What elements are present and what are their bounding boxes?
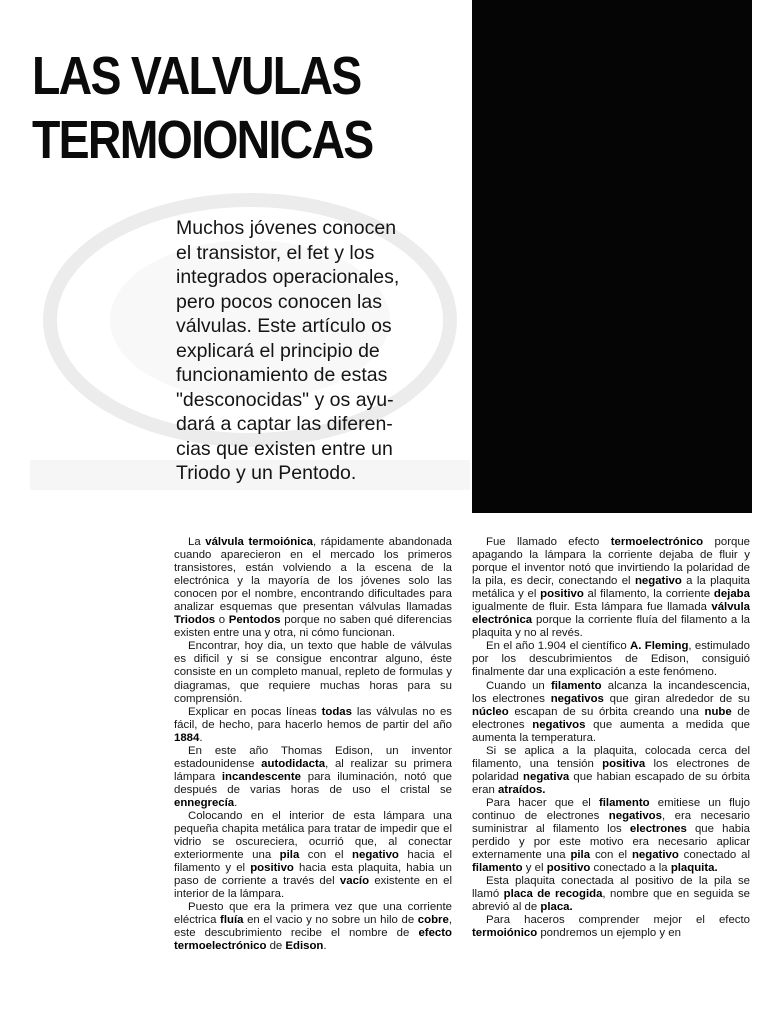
text-run: Puesto que era la primera vez que una corriente eléctrica bbox=[174, 901, 452, 927]
bold-term: Triodos bbox=[174, 614, 216, 627]
text-run: Fue llamado efecto bbox=[486, 536, 611, 548]
bold-term: negativos bbox=[550, 692, 604, 705]
title-line-2: TERMOIONICAS bbox=[32, 110, 373, 170]
text-run: al filamento, la corriente bbox=[583, 588, 714, 601]
body-paragraph bbox=[472, 745, 750, 797]
text-run: hacia esta plaquita, habia un paso de corriente a través del bbox=[174, 862, 452, 888]
text-run: porque no saben qué diferencias existen entre una y otra, ni cómo funcionan. bbox=[174, 614, 452, 640]
bold-term: efecto termoelectrónico bbox=[174, 927, 452, 953]
text-run: o bbox=[215, 614, 229, 627]
bold-term: placa. bbox=[540, 901, 573, 914]
body-paragraph bbox=[174, 640, 452, 705]
text-run: pondremos un ejemplo y en bbox=[537, 927, 681, 940]
lead-line: Muchos jóvenes conocen bbox=[176, 217, 397, 239]
body-paragraph bbox=[174, 810, 452, 901]
text-run: para iluminación, notó que después de varias horas de uso el cristal se bbox=[174, 770, 452, 796]
lead-line: funcionamiento de estas bbox=[176, 364, 388, 386]
text-run: porque la corriente fluía del filamento a la plaquita y no al revés. bbox=[472, 614, 750, 640]
bold-term: filamento bbox=[472, 862, 523, 875]
bold-term: dejaba bbox=[713, 588, 750, 601]
bold-term: Pentodos bbox=[228, 614, 281, 627]
body-paragraph bbox=[174, 706, 452, 745]
text-run: En este año Thomas Edison, un inventor estadounidense bbox=[174, 744, 452, 770]
bold-term: negativos bbox=[532, 718, 586, 731]
text-run: que habian escapado de su órbita eran bbox=[472, 770, 751, 796]
bold-term: positivo bbox=[250, 862, 294, 875]
bold-term: todas bbox=[321, 705, 352, 718]
bold-term: negativo bbox=[352, 849, 399, 862]
text-run: Colocando en el interior de esta lámpara una pequeña chapita metálica para tratar de impedir que el vidrio se oscureciera, ocurrió que, al conectar exteriormente una bbox=[174, 809, 452, 862]
lead-line: el transistor, el fet y los bbox=[176, 241, 375, 264]
lead-line: integrados operacionales, bbox=[176, 266, 400, 288]
text-run: , era necesario suministrar al filamento los bbox=[472, 809, 750, 836]
photo-block bbox=[472, 0, 752, 513]
text-run: con el bbox=[299, 849, 353, 862]
bold-term: termoiónico bbox=[472, 927, 538, 940]
text-run: conectado al bbox=[678, 849, 750, 862]
bold-term: placa de recogida bbox=[503, 888, 603, 901]
lead-line: "desconocidas" y os ayu- bbox=[176, 388, 394, 411]
lead-line: pero pocos conocen las bbox=[176, 290, 382, 313]
body-paragraph bbox=[174, 901, 452, 953]
text-run: Cuando un bbox=[486, 679, 551, 692]
bold-term: negativa bbox=[523, 770, 570, 783]
bold-term: positivo bbox=[546, 862, 591, 875]
text-run: que giran alrededor de su bbox=[603, 692, 750, 705]
lead-line: válvulas. Este artículo os bbox=[176, 315, 392, 337]
text-run: existente en el interior de la lámpara. bbox=[174, 875, 453, 901]
text-run: En el año 1.904 el científico bbox=[486, 640, 631, 653]
text-run: porque apagando la lámpara la corriente dejaba de fluir y porque el inventor notó que invirtiendo la polaridad de la pila, es decir, conectando el bbox=[472, 536, 750, 588]
bold-term: electrones bbox=[629, 823, 687, 836]
bold-term: válvula termoiónica bbox=[205, 536, 314, 548]
body-paragraph bbox=[472, 875, 750, 914]
lead-line: cias que existen entre un bbox=[176, 437, 393, 460]
text-run: en el vacio y no sobre un hilo de bbox=[243, 914, 418, 927]
text-run: Explicar en pocas líneas bbox=[188, 705, 322, 718]
body-column-right bbox=[472, 536, 750, 940]
title-line-1: LAS VALVULAS bbox=[32, 46, 361, 106]
bold-term: válvula electrónica bbox=[472, 601, 750, 627]
text-run: de electrones bbox=[472, 705, 750, 731]
bold-term: positiva bbox=[602, 757, 646, 770]
body-paragraph bbox=[472, 640, 750, 679]
bold-term: Edison bbox=[285, 940, 324, 953]
text-run: que habia perdido y por este motivo era necesario aplicar externamente una bbox=[472, 823, 750, 862]
text-run: , este descubrimiento recibe el nombre de bbox=[174, 914, 452, 940]
article-title bbox=[32, 44, 402, 172]
text-run: . bbox=[323, 940, 327, 953]
text-run: hacia el filamento y el bbox=[174, 849, 452, 875]
bold-term: cobre bbox=[417, 914, 449, 927]
bold-term: vacío bbox=[339, 875, 370, 888]
bold-term: plaquita. bbox=[670, 862, 718, 875]
bold-term: atraídos. bbox=[497, 783, 546, 796]
bold-term: incandescente bbox=[221, 770, 302, 783]
text-run: , al realizar su primera lámpara bbox=[174, 757, 452, 783]
lead-line: dará a captar las diferen- bbox=[176, 413, 393, 435]
text-run: y el bbox=[522, 862, 547, 875]
text-run: , estimulado por los descubrimientos de Edison, consiguió finalmente dar una explicación a este fenómeno. bbox=[472, 640, 750, 679]
text-run: escapan de su órbita creando una bbox=[508, 705, 705, 718]
body-paragraph bbox=[174, 536, 452, 640]
text-run: , rápidamente abandonada cuando aparecieron en el mercado los primeros transistores, están volviendo a la escena de la electrónica y la mayoría de los jóvenes solo las conocen por el nombre, encontrando dificultades para analizar esquemas que presentan válvulas llamadas bbox=[174, 536, 452, 614]
bold-term: pila bbox=[570, 849, 591, 862]
bold-term: fluía bbox=[220, 914, 244, 927]
text-run: las válvulas no es fácil, de hecho, para hacerlo hemos de partir del año bbox=[174, 705, 452, 731]
text-run: Si se aplica a la plaquita, colocada cerca del filamento, una tensión bbox=[472, 744, 750, 770]
text-run: emitiese un flujo continuo de electrones bbox=[472, 796, 750, 822]
bold-term: negativo bbox=[634, 575, 682, 588]
lead-paragraph bbox=[176, 216, 456, 486]
text-run: a la plaquita metálica y el bbox=[472, 575, 750, 601]
lead-line: explicará el principio de bbox=[176, 339, 380, 362]
body-column-left bbox=[174, 536, 452, 954]
text-run: Encontrar, hoy dia, un texto que hable de válvulas es dificil y si se consigue encontrar alguno, éste consiste en un completo manual, repleto de formulas y diagramas, que requiere muchas horas para su comprensión. bbox=[174, 640, 452, 705]
bold-term: negativo bbox=[631, 849, 679, 862]
lead-line: Triodo y un Pentodo. bbox=[176, 462, 357, 484]
body-paragraph bbox=[472, 797, 750, 875]
bold-term: A. Fleming bbox=[630, 640, 689, 653]
bold-term: termoelectrónico bbox=[610, 536, 704, 548]
bold-term: positivo bbox=[540, 588, 584, 601]
text-run: Para haceros comprender mejor el efecto bbox=[486, 914, 750, 927]
body-paragraph bbox=[174, 745, 452, 810]
bold-term: filamento bbox=[550, 679, 602, 692]
text-run: Para hacer que el bbox=[486, 796, 599, 809]
bold-term: 1884 bbox=[174, 731, 200, 744]
text-run: . bbox=[199, 731, 203, 744]
body-paragraph bbox=[472, 536, 750, 640]
bold-term: filamento bbox=[598, 796, 650, 809]
text-run: . bbox=[234, 796, 238, 809]
text-run: Esta plaquita conectada al positivo de la pila se llamó bbox=[472, 875, 750, 901]
bold-term: núcleo bbox=[472, 705, 509, 718]
text-run: , nombre que en seguida se abrevió al de bbox=[472, 888, 750, 914]
text-run: alcanza la incandescencia, los electrones bbox=[472, 679, 751, 705]
bold-term: ennegrecía bbox=[174, 796, 235, 809]
text-run: conectado a la bbox=[590, 862, 671, 875]
text-run: La bbox=[188, 536, 206, 548]
bold-term: autodidacta bbox=[261, 757, 326, 770]
text-run: de bbox=[266, 940, 286, 953]
text-run: igualmente de fluir. Esta lámpara fue llamada bbox=[472, 601, 712, 614]
text-run: que aumenta a medida que aumenta la temperatura. bbox=[472, 718, 751, 744]
bold-term: negativos bbox=[608, 809, 662, 822]
text-run: con el bbox=[590, 849, 632, 862]
body-paragraph bbox=[472, 914, 750, 940]
body-paragraph bbox=[472, 680, 750, 745]
bold-term: pila bbox=[279, 849, 300, 862]
bold-term: nube bbox=[704, 705, 732, 718]
text-run: los electrones de polaridad bbox=[472, 757, 750, 783]
